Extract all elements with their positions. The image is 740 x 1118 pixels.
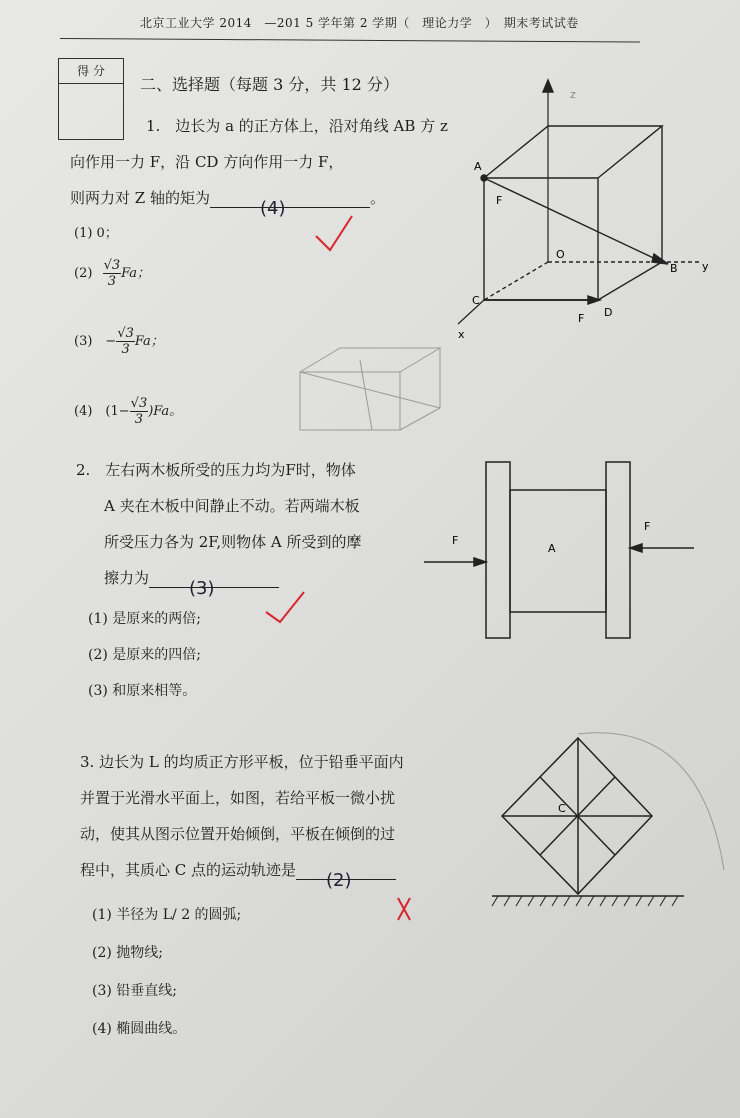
q2-line4-text: 擦力为 <box>104 569 150 587</box>
block-A <box>510 490 606 612</box>
cube-label-D: D <box>604 306 613 319</box>
cube-label-F-top: F <box>496 194 503 207</box>
fraction-numerator: √3 <box>130 396 148 411</box>
q3-option-2: (2) 抛物线; <box>92 945 163 961</box>
pencil-trajectory-sketch <box>578 733 724 870</box>
q2-line1: 2. 左右两木板所受的压力均为F时，物体 <box>76 461 356 479</box>
ground-hatching <box>492 896 678 906</box>
point-A <box>481 175 487 181</box>
x-axis <box>458 300 484 324</box>
q2-line2: A 夹在木板中间静止不动。若两端木板 <box>104 497 360 515</box>
q1-option-2-suffix: Fa； <box>121 266 151 281</box>
cross-mark-q3 <box>398 898 410 920</box>
clamp-label-F-right: F <box>644 520 651 533</box>
q2-line3: 所受压力各为 2F,则物体 A 所受到的摩 <box>104 533 362 551</box>
pencil-sketch-cube <box>300 348 440 430</box>
q2-option-1: (1) 是原来的两倍; <box>88 611 201 627</box>
clamp-figure <box>424 462 694 638</box>
cube-label-A: A <box>474 160 482 173</box>
q1-line2: 向作用一力 F，沿 CD 方向作用一力 F， <box>70 153 344 171</box>
cube-bottom-right-edge <box>598 262 662 300</box>
q1-option-3-prefix: (3) − <box>74 334 117 349</box>
q1-line3-text: 则两力对 Z 轴的矩为 <box>70 189 210 207</box>
q2-option-3: (3) 和原来相等。 <box>88 683 197 699</box>
right-board <box>606 462 630 638</box>
fraction-numerator: √3 <box>117 326 134 341</box>
page-header: 北京工业大学 2014 —201 5 学年第 2 学期（ 理论力学 ） 期末考试试卷 <box>140 16 579 30</box>
cube-label-z: z <box>570 88 576 101</box>
q2-handwritten-answer: (3) <box>189 578 215 599</box>
q1-option-2-number: (2) <box>74 266 93 281</box>
cube-label-O: O <box>556 248 565 261</box>
q1-handwritten-answer: (4) <box>259 198 286 219</box>
q3-line1: 3. 边长为 L 的均质正方形平板，位于铅垂平面内 <box>80 753 404 771</box>
plate-label-C: C <box>558 802 566 815</box>
q1-option-1: (1) 0； <box>74 226 118 241</box>
q3-option-4: (4) 椭圆曲线。 <box>92 1021 187 1037</box>
cube-hidden-edge <box>484 262 548 300</box>
score-box-label: 得 分 <box>59 59 123 84</box>
cube-label-F-bottom: F <box>578 312 585 325</box>
fraction-denominator: 3 <box>134 412 144 427</box>
q1-option-3-suffix: Fa； <box>134 334 164 349</box>
diagonal-AB <box>484 178 662 262</box>
q3-line2: 并置于光滑水平面上，如图，若给平板一微小扰 <box>80 789 396 807</box>
q3-line3: 动，使其从图示位置开始倾倒，平板在倾倒的过 <box>80 825 396 843</box>
force-right-arrow <box>630 544 642 552</box>
clamp-label-F-left: F <box>452 534 459 547</box>
cube-label-y: y <box>702 260 709 273</box>
q3-option-3: (3) 铅垂直线; <box>92 983 177 999</box>
q3-option-1: (1) 半径为 L/ 2 的圆弧; <box>92 907 242 923</box>
check-mark-q1 <box>316 216 352 250</box>
left-board <box>486 462 510 638</box>
q1-blank-period: 。 <box>369 189 385 207</box>
square-plate-figure <box>492 733 724 906</box>
fraction-numerator: √3 <box>103 258 121 273</box>
cube-label-x: x <box>458 328 465 341</box>
cube-figure <box>458 80 700 324</box>
q1-option-4-prefix: (4) (1− <box>74 404 130 419</box>
force-left-arrow <box>474 558 486 566</box>
fraction-denominator: 3 <box>107 274 116 289</box>
q3-handwritten-answer: (2) <box>326 870 352 891</box>
q2-option-2: (2) 是原来的四倍; <box>88 647 201 663</box>
z-axis-arrow <box>543 80 553 92</box>
cube-label-C: C <box>472 294 480 307</box>
section-title: 二、选择题（每题 3 分，共 12 分） <box>140 75 399 94</box>
force-arrow-AB <box>652 254 668 264</box>
q1-option-4-suffix: )Fa。 <box>148 404 183 419</box>
check-mark-q2 <box>266 592 304 622</box>
q3-line4-text: 程中，其质心 C 点的运动轨迹是 <box>80 861 297 879</box>
q1-line1: 1. 边长为 a 的正方体上，沿对角线 AB 方 z <box>146 117 448 135</box>
cube-label-B: B <box>670 262 678 275</box>
fraction-denominator: 3 <box>121 342 130 357</box>
cube-top-face <box>484 126 662 178</box>
clamp-label-A: A <box>548 542 556 555</box>
